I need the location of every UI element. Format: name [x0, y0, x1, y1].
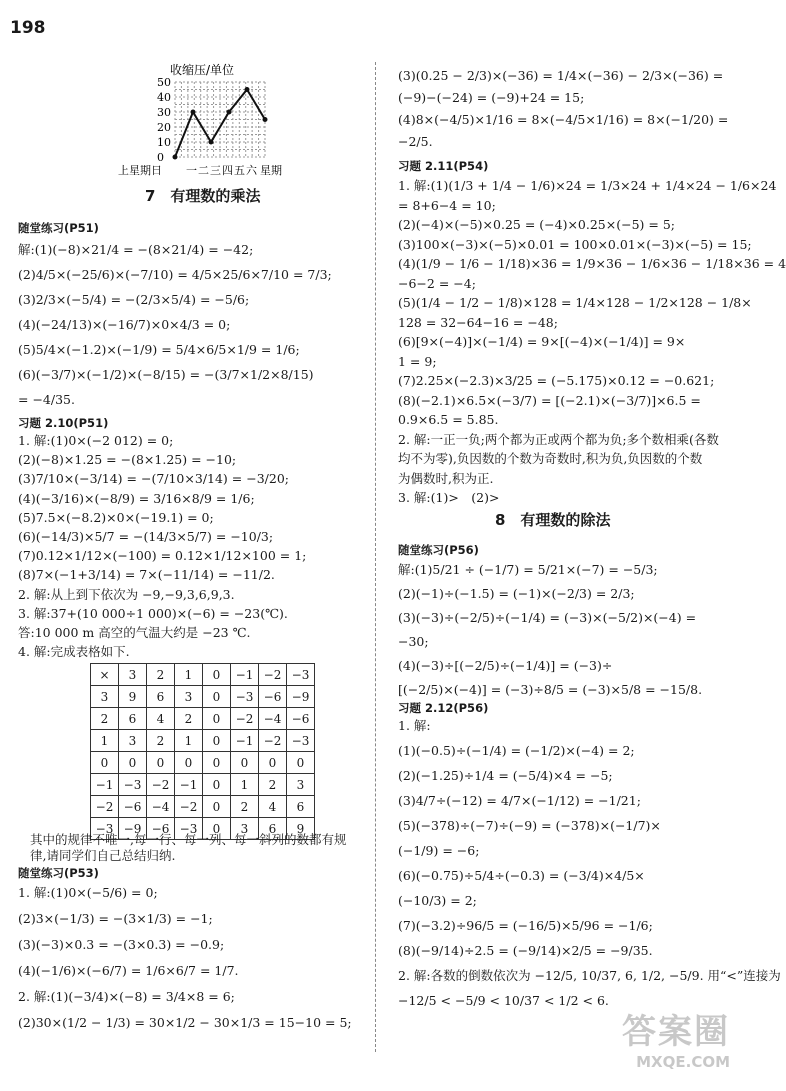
- table-cell: 0: [203, 818, 231, 840]
- answer-line: 为偶数时,积为正.: [398, 470, 494, 486]
- answer-line: 2. 解:从上到下依次为 −9,−9,3,6,9,3.: [18, 586, 235, 602]
- answer-line: 解:(1)(−8)×21/4 = −(8×21/4) = −42;: [18, 242, 254, 257]
- answer-line: (5)7.5×(−8.2)×0×(−19.1) = 0;: [18, 509, 214, 525]
- answer-line: (1)(−0.5)÷(−1/4) = (−1/2)×(−4) = 2;: [398, 743, 635, 758]
- blood-pressure-chart: [118, 62, 290, 182]
- table-cell: −9: [287, 686, 315, 708]
- x-axis-label: 五: [234, 164, 245, 177]
- table-cell: 2: [147, 730, 175, 752]
- y-tick-label: 50: [157, 76, 171, 89]
- x-axis-label: 四: [222, 164, 233, 177]
- answer-line: [(−2/5)×(−4)] = (−3)÷8/5 = (−3)×5/8 = −15/8.: [398, 682, 703, 697]
- answer-line: (2)(−8)×1.25 = −(8×1.25) = −10;: [18, 452, 237, 468]
- answer-line: −30;: [398, 634, 429, 649]
- practice-p56-heading: 随堂练习(P56): [398, 543, 479, 557]
- answer-line: 2. 解:一正一负;两个都为正或两个都为负;多个数相乘(各数: [398, 431, 719, 447]
- table-note-line-2: 律,请同学们自己总结归纳.: [30, 848, 176, 863]
- table-row: [91, 664, 315, 686]
- table-cell: 4: [147, 708, 175, 730]
- table-cell: 6: [259, 818, 287, 840]
- column-divider: [375, 62, 376, 1052]
- table-cell: −1: [91, 774, 119, 796]
- table-cell: 6: [147, 686, 175, 708]
- table-cell: −4: [147, 796, 175, 818]
- answer-line: 1. 解:(1)(1/3 + 1/4 − 1/6)×24 = 1/3×24 + 1/4×24 − 1/6×24: [398, 178, 777, 193]
- table-cell: 4: [259, 796, 287, 818]
- table-cell: −3: [175, 818, 203, 840]
- table-cell: 6: [119, 708, 147, 730]
- answer-line: (3)4/7÷(−12) = 4/7×(−1/12) = −1/21;: [398, 793, 641, 808]
- answer-line: = −4/35.: [18, 392, 75, 407]
- x-axis-label: 一: [186, 164, 197, 177]
- answer-line: (2)(−1.25)÷1/4 = (−5/4)×4 = −5;: [398, 768, 613, 783]
- multiplication-table: [90, 663, 315, 840]
- answer-line: 3. 解:37+(10 000÷1 000)×(−6) = −23(℃).: [18, 605, 288, 621]
- table-cell: 0: [203, 664, 231, 686]
- answer-line: 1. 解:(1)0×(−2 012) = 0;: [18, 433, 174, 448]
- table-cell: 0: [119, 752, 147, 774]
- table-cell: 1: [231, 774, 259, 796]
- table-cell: −3: [231, 686, 259, 708]
- section-8-title: 8 有理数的除法: [495, 511, 611, 529]
- answer-line: −6−2 = −4;: [398, 275, 476, 291]
- data-point: [209, 140, 214, 145]
- answer-line: (4)(−24/13)×(−16/7)×0×4/3 = 0;: [18, 317, 231, 332]
- answer-line: (3)100×(−3)×(−5)×0.01 = 100×0.01×(−3)×(−5) = 15;: [398, 236, 752, 252]
- table-cell: −2: [259, 664, 287, 686]
- x-axis-label: 上星期日: [118, 164, 162, 177]
- answer-line: (6)(−0.75)÷5/4÷(−0.3) = (−3/4)×4/5×: [398, 868, 645, 883]
- table-cell: 3: [175, 686, 203, 708]
- answer-line: 0.9×6.5 = 5.85.: [398, 412, 499, 427]
- table-cell: 1: [175, 730, 203, 752]
- answer-line: (5)(−378)÷(−7)÷(−9) = (−378)×(−1/7)×: [398, 818, 661, 833]
- table-cell: 2: [147, 664, 175, 686]
- answer-line: = 8+6−4 = 10;: [398, 197, 496, 213]
- table-cell: 3: [287, 774, 315, 796]
- answer-line: (−10/3) = 2;: [398, 893, 477, 908]
- answer-line: 解:(1)5/21 ÷ (−1/7) = 5/21×(−7) = −5/3;: [398, 562, 658, 577]
- answer-line: (7)(−3.2)÷96/5 = (−16/5)×5/96 = −1/6;: [398, 918, 653, 933]
- table-row: [91, 796, 315, 818]
- table-cell: 3: [119, 664, 147, 686]
- table-cell: 0: [287, 752, 315, 774]
- answer-line: (4)(−3/16)×(−8/9) = 3/16×8/9 = 1/6;: [18, 490, 255, 506]
- table-cell: −1: [231, 730, 259, 752]
- table-cell: 2: [91, 708, 119, 730]
- chart-x-labels: [118, 163, 282, 177]
- y-tick-label: 0: [157, 151, 164, 164]
- answer-line: 1 = 9;: [398, 353, 437, 369]
- watermark-url: MXQE.COM: [636, 1053, 730, 1071]
- table-cell: −3: [287, 730, 315, 752]
- answer-line: (4)(−3)÷[(−2/5)÷(−1/4)] = (−3)÷: [398, 658, 613, 673]
- answer-line: 3. 解:(1)> (2)>: [398, 490, 500, 505]
- table-row: [91, 774, 315, 796]
- table-cell: −9: [119, 818, 147, 840]
- table-cell: 0: [231, 752, 259, 774]
- table-cell: −3: [91, 818, 119, 840]
- watermark: [622, 1004, 730, 1071]
- table-cell: 0: [91, 752, 119, 774]
- answer-line: (8)(−2.1)×6.5×(−3/7) = [(−2.1)×(−3/7)]×6.5 =: [398, 392, 701, 408]
- x-axis-label: 三: [210, 164, 221, 177]
- table-cell: −2: [175, 796, 203, 818]
- answer-line: (2)4/5×(−25/6)×(−7/10) = 4/5×25/6×7/10 = 7/3;: [18, 267, 332, 282]
- answer-line: (2)30×(1/2 − 1/3) = 30×1/2 − 30×1/3 = 15−10 = 5;: [18, 1015, 352, 1030]
- answer-line: −12/5 < −5/9 < 10/37 < 1/2 < 6.: [398, 993, 609, 1008]
- answer-line: (3)(−3)÷(−2/5)÷(−1/4) = (−3)×(−5/2)×(−4) =: [398, 610, 697, 625]
- y-tick-label: 30: [157, 106, 171, 119]
- table-cell: −2: [231, 708, 259, 730]
- table-cell: 0: [203, 686, 231, 708]
- x-axis-label: 二: [198, 164, 209, 177]
- answer-line: (7)2.25×(−2.3)×3/25 = (−5.175)×0.12 = −0.621;: [398, 373, 715, 388]
- answer-line: 1. 解:(1)0×(−5/6) = 0;: [18, 885, 158, 900]
- answer-line: (6)[9×(−4)]×(−1/4) = 9×[(−4)×(−1/4)] = 9×: [398, 334, 686, 349]
- answer-line: 128 = 32−64−16 = −48;: [398, 314, 558, 330]
- page-number: 198: [10, 18, 46, 38]
- table-cell: 0: [203, 708, 231, 730]
- chart-grid: [175, 82, 265, 157]
- table-cell: 3: [231, 818, 259, 840]
- table-cell: 2: [175, 708, 203, 730]
- chart-y-ticks: [157, 76, 171, 164]
- table-cell: 0: [203, 752, 231, 774]
- table-note-line-1: 其中的规律不唯一,每一行、每一列、每一斜列的数都有规: [30, 832, 347, 847]
- table-cell: 0: [203, 730, 231, 752]
- answer-line: 1. 解:: [398, 718, 431, 733]
- answer-line: (3)7/10×(−3/14) = −(7/10×3/14) = −3/20;: [18, 471, 289, 487]
- practice-p53-heading: 随堂练习(P53): [18, 866, 99, 880]
- data-point: [227, 110, 232, 115]
- table-cell: 9: [119, 686, 147, 708]
- answer-line: (−1/9) = −6;: [398, 843, 480, 858]
- table-row: [91, 730, 315, 752]
- table-cell: −2: [259, 730, 287, 752]
- table-cell: −2: [91, 796, 119, 818]
- table-cell: −1: [175, 774, 203, 796]
- answer-line: (4)8×(−4/5)×1/16 = 8×(−4/5×1/16) = 8×(−1/20) =: [398, 112, 729, 127]
- table-cell: 2: [231, 796, 259, 818]
- chart-title: 收缩压/单位: [170, 63, 235, 77]
- answer-line: (3)(0.25 − 2/3)×(−36) = 1/4×(−36) − 2/3×(−36) =: [398, 68, 724, 83]
- table-cell: 6: [287, 796, 315, 818]
- answer-line: 2. 解:(1)(−3/4)×(−8) = 3/4×8 = 6;: [18, 989, 235, 1004]
- section-7-title: 7 有理数的乘法: [145, 187, 261, 205]
- x-axis-label: 星期: [260, 164, 282, 177]
- table-cell: ×: [91, 664, 119, 686]
- table-cell: 3: [119, 730, 147, 752]
- data-point: [245, 87, 250, 92]
- answer-line: 4. 解:完成表格如下.: [18, 644, 130, 660]
- watermark-logo: 答案圈: [622, 1012, 730, 1052]
- table-cell: 0: [203, 796, 231, 818]
- data-point: [263, 117, 268, 122]
- table-cell: −6: [147, 818, 175, 840]
- table-cell: −6: [259, 686, 287, 708]
- table-row: [91, 752, 315, 774]
- answer-line: 答:10 000 m 高空的气温大约是 −23 ℃.: [18, 625, 251, 640]
- answer-line: (8)7×(−1+3/14) = 7×(−11/14) = −11/2.: [18, 567, 275, 583]
- table-cell: 0: [175, 752, 203, 774]
- answer-line: (3)2/3×(−5/4) = −(2/3×5/4) = −5/6;: [18, 292, 250, 307]
- table-cell: 0: [203, 774, 231, 796]
- answer-line: 均不为零),负因数的个数为奇数时,积为负,负因数的个数: [398, 451, 703, 466]
- x-axis-label: 六: [246, 164, 257, 177]
- answer-line: (−9)−(−24) = (−9)+24 = 15;: [398, 90, 585, 105]
- y-tick-label: 20: [157, 121, 171, 134]
- answer-line: (6)(−14/3)×5/7 = −(14/3×5/7) = −10/3;: [18, 529, 274, 544]
- data-point: [173, 155, 178, 160]
- exercise-2-10-heading: 习题 2.10(P51): [18, 416, 109, 430]
- table-cell: −3: [287, 664, 315, 686]
- exercise-2-11-heading: 习题 2.11(P54): [398, 159, 489, 173]
- table-cell: 9: [287, 818, 315, 840]
- answer-line: (4)(−1/6)×(−6/7) = 1/6×6/7 = 1/7.: [18, 963, 239, 978]
- table-cell: −4: [259, 708, 287, 730]
- table-cell: 2: [259, 774, 287, 796]
- answer-line: 2. 解:各数的倒数依次为 −12/5, 10/37, 6, 1/2, −5/9. 用“<”连接为: [398, 968, 781, 983]
- table-cell: −3: [119, 774, 147, 796]
- table-cell: −6: [287, 708, 315, 730]
- y-tick-label: 10: [157, 136, 171, 149]
- answer-line: (6)(−3/7)×(−1/2)×(−8/15) = −(3/7×1/2×8/15): [18, 367, 314, 382]
- answer-line: (5)5/4×(−1.2)×(−1/9) = 5/4×6/5×1/9 = 1/6;: [18, 342, 300, 357]
- y-tick-label: 40: [157, 91, 171, 104]
- table-row: [91, 708, 315, 730]
- table-cell: 1: [91, 730, 119, 752]
- answer-line: −2/5.: [398, 134, 433, 149]
- answer-line: (3)(−3)×0.3 = −(3×0.3) = −0.9;: [18, 937, 225, 952]
- table-cell: −6: [119, 796, 147, 818]
- table-row: [91, 686, 315, 708]
- answer-line: (2)(−1)÷(−1.5) = (−1)×(−2/3) = 2/3;: [398, 586, 635, 601]
- practice-p51-heading: 随堂练习(P51): [18, 221, 99, 235]
- table-cell: −1: [231, 664, 259, 686]
- table-cell: 1: [175, 664, 203, 686]
- answer-line: (4)(1/9 − 1/6 − 1/18)×36 = 1/9×36 − 1/6×36 − 1/18×36 = 4: [398, 256, 786, 271]
- data-point: [191, 110, 196, 115]
- answer-line: (7)0.12×1/12×(−100) = 0.12×1/12×100 = 1;: [18, 548, 307, 564]
- answer-line: (5)(1/4 − 1/2 − 1/8)×128 = 1/4×128 − 1/2×128 − 1/8×: [398, 295, 752, 310]
- table-cell: −2: [147, 774, 175, 796]
- table-cell: 0: [259, 752, 287, 774]
- table-cell: 3: [91, 686, 119, 708]
- answer-line: (2)3×(−1/3) = −(3×1/3) = −1;: [18, 911, 213, 926]
- table-cell: 0: [147, 752, 175, 774]
- answer-line: (8)(−9/14)÷2.5 = (−9/14)×2/5 = −9/35.: [398, 943, 653, 958]
- answer-line: (2)(−4)×(−5)×0.25 = (−4)×0.25×(−5) = 5;: [398, 217, 675, 232]
- exercise-2-12-heading: 习题 2.12(P56): [398, 701, 489, 715]
